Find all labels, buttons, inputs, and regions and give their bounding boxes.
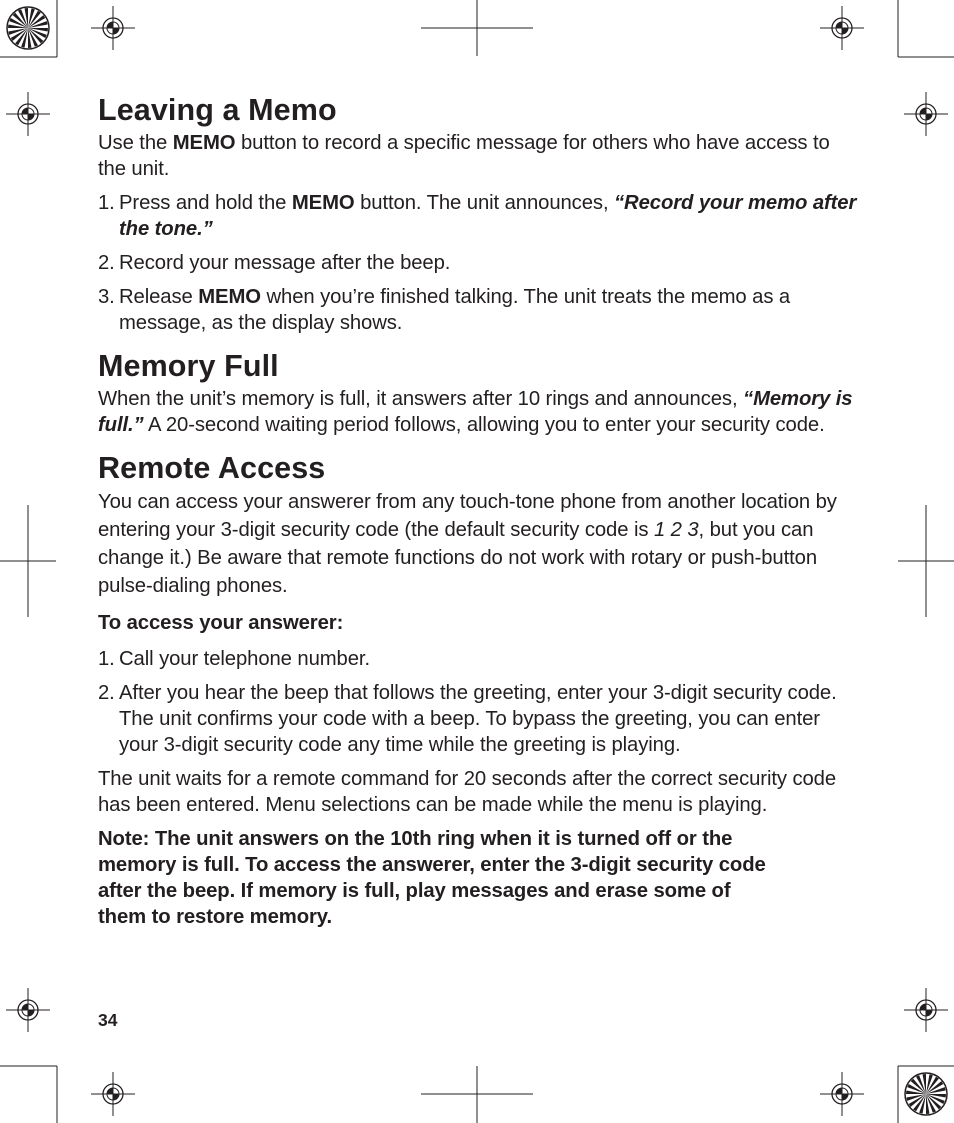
registration-mark — [6, 988, 50, 1032]
registration-mark — [820, 6, 864, 50]
starburst-mark — [7, 7, 49, 49]
registration-mark — [904, 988, 948, 1032]
registration-mark — [6, 92, 50, 136]
page-content — [98, 90, 858, 930]
page-number: 34 — [98, 1010, 118, 1030]
list-item: 1. Call your telephone number. — [98, 648, 370, 670]
heading-memory-full: Memory Full — [98, 349, 279, 383]
heading-leaving-a-memo: Leaving a Memo — [98, 93, 337, 127]
list-item: 2. After you hear the beep that follows the greeting, enter your 3-digit security code. The unit confirms your code with a beep. To bypass the greeting, you can enter your 3-digit security code any time while the greeting is playing. — [98, 682, 837, 756]
heading-remote-access: Remote Access — [98, 451, 326, 485]
list-item: 2. Record your message after the beep. — [98, 252, 451, 274]
starburst-mark — [905, 1073, 947, 1115]
registration-mark — [91, 6, 135, 50]
registration-mark — [904, 92, 948, 136]
remote-access-intro: You can access your answerer from any touch-tone phone from another location by entering your 3-digit security code (the default security code is 1 2 3, but you can change it.) Be aware that remote functions do not work with rotary or push-button pulse-dialing phones. — [98, 491, 837, 597]
registration-mark — [91, 1072, 135, 1116]
list-item: 3. Release MEMO when you’re finished talking. The unit treats the memo as a message, as the display shows. — [98, 286, 791, 334]
note-text: Note: The unit answers on the 10th ring when it is turned off or the memory is full. To access the answerer, enter the 3-digit security code after the beep. If memory is full, play messages and erase some of them to restore memory. — [98, 828, 766, 928]
registration-mark — [820, 1072, 864, 1116]
list-item: 1. Press and hold the MEMO button. The unit announces, “Record your memo after the tone.” — [98, 192, 857, 240]
remote-followup: The unit waits for a remote command for 20 seconds after the correct security code has been entered. Menu selections can be made while the menu is playing. — [98, 768, 837, 816]
memory-full-text: When the unit’s memory is full, it answers after 10 rings and announces, “Memory is full.” A 20-second waiting period follows, allowing you to enter your security code. — [98, 388, 853, 436]
memo-intro: Use the MEMO button to record a specific message for others who have access to the unit. — [98, 132, 830, 180]
subheading-access-answerer: To access your answerer: — [98, 612, 344, 634]
